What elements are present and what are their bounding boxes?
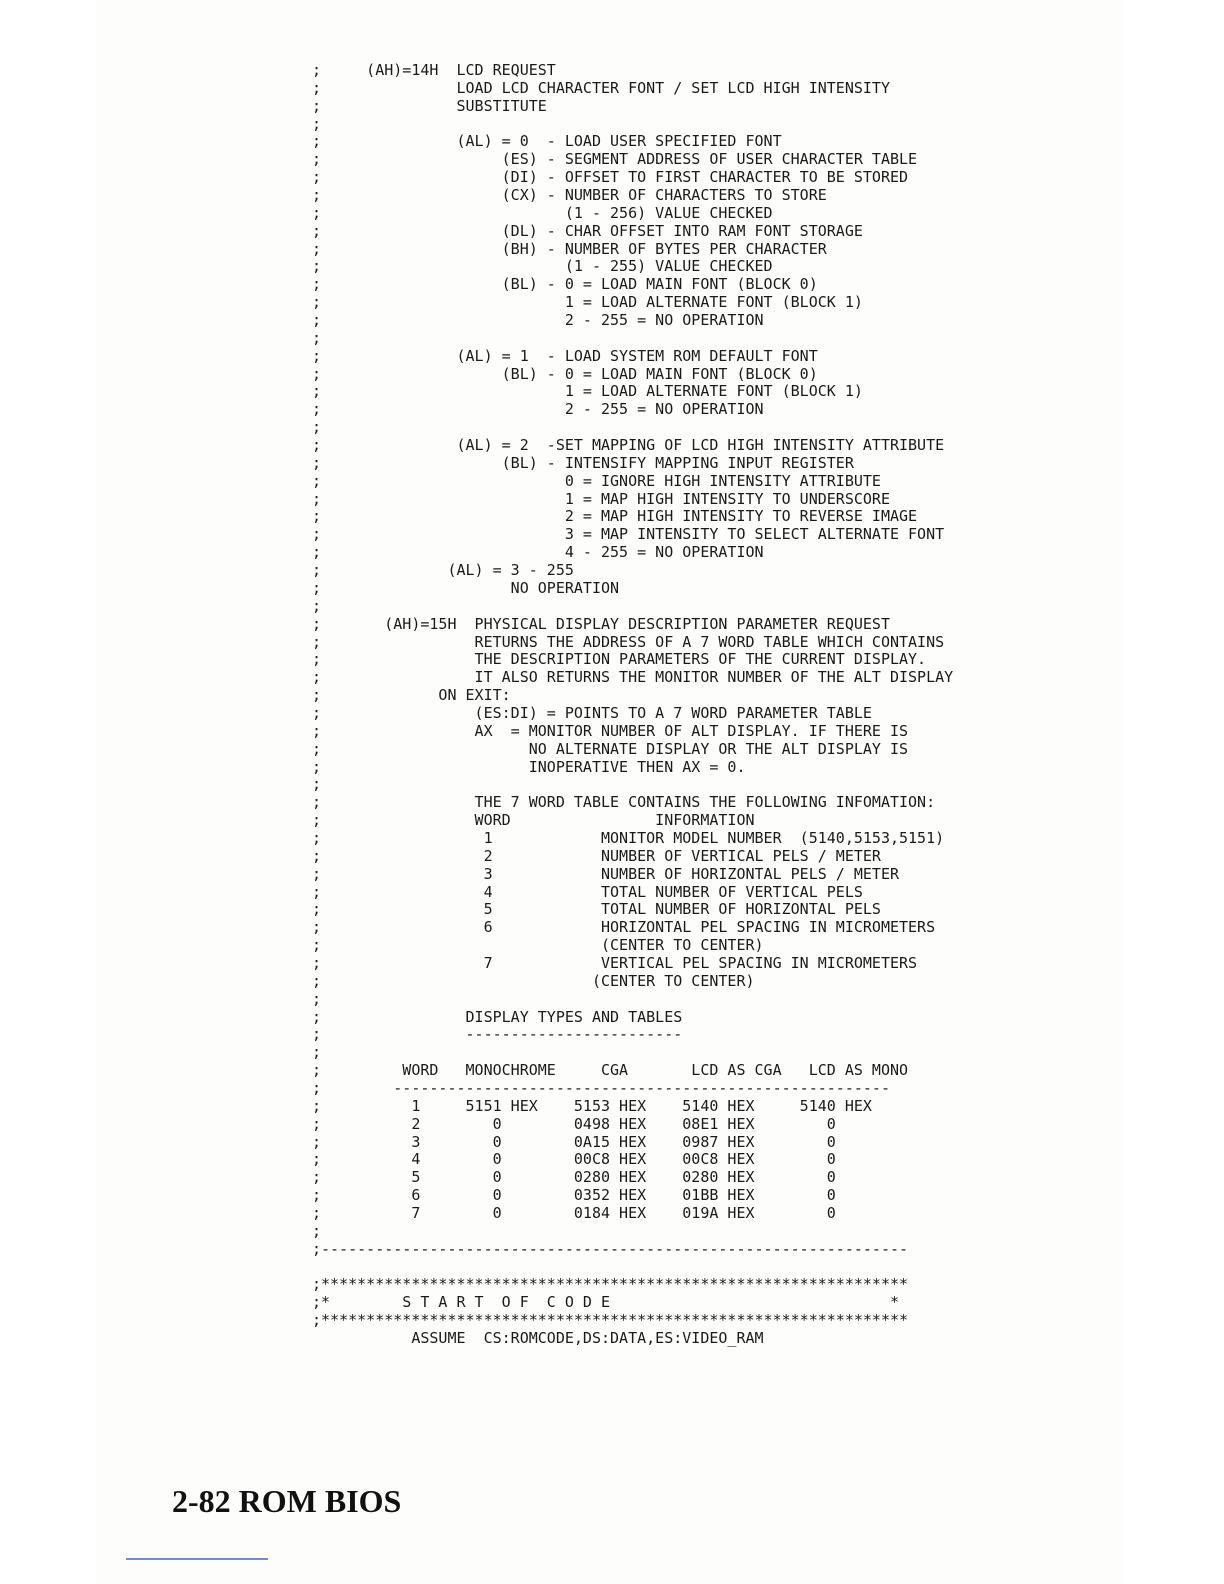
footer-divider <box>126 1558 268 1560</box>
listing-line: ; NO OPERATION <box>312 578 620 597</box>
listing-line: ; 2 - 255 = NO OPERATION <box>312 311 764 330</box>
listing-line: ; 3 NUMBER OF HORIZONTAL PELS / METER <box>312 864 899 883</box>
listing-line: ; RETURNS THE ADDRESS OF A 7 WORD TABLE WHICH CONTAINS <box>312 632 945 651</box>
listing-line: ;----------------------------------------------------------------- <box>312 1239 909 1258</box>
listing-line: ; 1 = MAP HIGH INTENSITY TO UNDERSCORE <box>312 489 890 508</box>
listing-line: ; 4 - 255 = NO OPERATION <box>312 543 764 562</box>
listing-line: ; 6 0 0352 HEX 01BB HEX 0 <box>312 1186 836 1205</box>
listing-line: ; 5 TOTAL NUMBER OF HORIZONTAL PELS <box>312 900 881 919</box>
listing-line: ; 2 - 255 = NO OPERATION <box>312 400 764 419</box>
listing-line: ; 4 0 00C8 HEX 00C8 HEX 0 <box>312 1150 836 1169</box>
listing-line: ;* S T A R T O F C O D E * <box>312 1293 899 1312</box>
listing-line: ; DISPLAY TYPES AND TABLES <box>312 1007 683 1026</box>
listing-line: ; (BH) - NUMBER OF BYTES PER CHARACTER <box>312 239 827 258</box>
listing-line: ; <box>312 114 322 133</box>
listing-line: ; IT ALSO RETURNS THE MONITOR NUMBER OF THE ALT DISPLAY <box>312 668 954 687</box>
listing-line: ; <box>312 989 322 1008</box>
listing-line: ; (ES) - SEGMENT ADDRESS OF USER CHARACTER TABLE <box>312 150 918 169</box>
listing-line: ; (AL) = 1 - LOAD SYSTEM ROM DEFAULT FONT <box>312 346 818 365</box>
listing-line: ; 7 VERTICAL PEL SPACING IN MICROMETERS <box>312 953 918 972</box>
listing-line: ; 6 HORIZONTAL PEL SPACING IN MICROMETERS <box>312 918 936 937</box>
listing-line: ; (AH)=15H PHYSICAL DISPLAY DESCRIPTION PARAMETER REQUEST <box>312 614 890 633</box>
listing-line: ; 3 = MAP INTENSITY TO SELECT ALTERNATE FONT <box>312 525 945 544</box>
listing-line: ; SUBSTITUTE <box>312 96 547 115</box>
listing-line: ; ON EXIT: <box>312 686 511 705</box>
listing-line: ; <box>312 596 322 615</box>
code-listing <box>312 62 953 1348</box>
listing-line: ; (DI) - OFFSET TO FIRST CHARACTER TO BE STORED <box>312 168 909 187</box>
listing-line: ; 2 NUMBER OF VERTICAL PELS / METER <box>312 846 881 865</box>
listing-line: ; 0 = IGNORE HIGH INTENSITY ATTRIBUTE <box>312 471 881 490</box>
listing-line: ; (BL) - 0 = LOAD MAIN FONT (BLOCK 0) <box>312 275 818 294</box>
listing-line: ; THE 7 WORD TABLE CONTAINS THE FOLLOWING INFOMATION: <box>312 793 936 812</box>
listing-line: ; (CENTER TO CENTER) <box>312 936 764 955</box>
listing-line: ; (1 - 256) VALUE CHECKED <box>312 203 773 222</box>
listing-line: ; (AL) = 2 -SET MAPPING OF LCD HIGH INTENSITY ATTRIBUTE <box>312 436 945 455</box>
listing-line: ; 5 0 0280 HEX 0280 HEX 0 <box>312 1168 836 1187</box>
listing-line: ; LOAD LCD CHARACTER FONT / SET LCD HIGH INTENSITY <box>312 78 890 97</box>
listing-line: ; <box>312 775 322 794</box>
listing-line: ; INOPERATIVE THEN AX = 0. <box>312 757 746 776</box>
listing-line: ; (AL) = 0 - LOAD USER SPECIFIED FONT <box>312 132 782 151</box>
listing-line: ; 1 = LOAD ALTERNATE FONT (BLOCK 1) <box>312 293 863 312</box>
listing-line: ; AX = MONITOR NUMBER OF ALT DISPLAY. IF THERE IS <box>312 721 909 740</box>
listing-line: ; 7 0 0184 HEX 019A HEX 0 <box>312 1204 836 1222</box>
listing-line <box>312 1259 953 1277</box>
listing-line: ; (ES:DI) = POINTS TO A 7 WORD PARAMETER TABLE <box>312 703 872 722</box>
listing-line: ; WORD MONOCHROME CGA LCD AS CGA LCD AS MONO <box>312 1061 909 1080</box>
listing-line: ;***************************************************************** <box>312 1275 909 1294</box>
listing-line: ; 3 0 0A15 HEX 0987 HEX 0 <box>312 1132 836 1151</box>
listing-line: ; WORD INFORMATION <box>312 811 755 830</box>
listing-line: ; (1 - 255) VALUE CHECKED <box>312 257 773 276</box>
listing-line: ; 1 = LOAD ALTERNATE FONT (BLOCK 1) <box>312 382 863 401</box>
listing-line: ; (CENTER TO CENTER) <box>312 971 755 990</box>
listing-line: ; 4 TOTAL NUMBER OF VERTICAL PELS <box>312 882 863 901</box>
listing-line: ; 1 5151 HEX 5153 HEX 5140 HEX 5140 HEX <box>312 1096 872 1115</box>
page-footer-title: 2-82 ROM BIOS <box>172 1483 402 1519</box>
listing-line: ; THE DESCRIPTION PARAMETERS OF THE CURRENT DISPLAY. <box>312 650 927 669</box>
listing-line: ; (BL) - INTENSIFY MAPPING INPUT REGISTER <box>312 453 854 472</box>
listing-line: ; <box>312 328 322 347</box>
listing-line: ; <box>312 1221 322 1240</box>
listing-line: ; (CX) - NUMBER OF CHARACTERS TO STORE <box>312 186 827 205</box>
listing-line: ASSUME CS:ROMCODE,DS:DATA,ES:VIDEO_RAM <box>312 1329 764 1348</box>
listing-line: ; ------------------------ <box>312 1025 683 1044</box>
listing-line: ; ------------------------------------------------------- <box>312 1078 890 1097</box>
listing-line: ; <box>312 1043 322 1062</box>
listing-line: ; 1 MONITOR MODEL NUMBER (5140,5153,5151) <box>312 828 945 847</box>
listing-line: ; (BL) - 0 = LOAD MAIN FONT (BLOCK 0) <box>312 364 818 383</box>
listing-line: ; (AL) = 3 - 255 <box>312 561 574 580</box>
listing-line: ; 2 = MAP HIGH INTENSITY TO REVERSE IMAGE <box>312 507 918 526</box>
listing-line: ; 2 0 0498 HEX 08E1 HEX 0 <box>312 1114 836 1133</box>
listing-line: ; NO ALTERNATE DISPLAY OR THE ALT DISPLAY IS <box>312 739 909 758</box>
listing-line: ; (AH)=14H LCD REQUEST <box>312 61 556 79</box>
listing-line: ; (DL) - CHAR OFFSET INTO RAM FONT STORAGE <box>312 221 863 240</box>
listing-line: ; <box>312 418 322 437</box>
listing-line: ;***************************************************************** <box>312 1311 909 1330</box>
